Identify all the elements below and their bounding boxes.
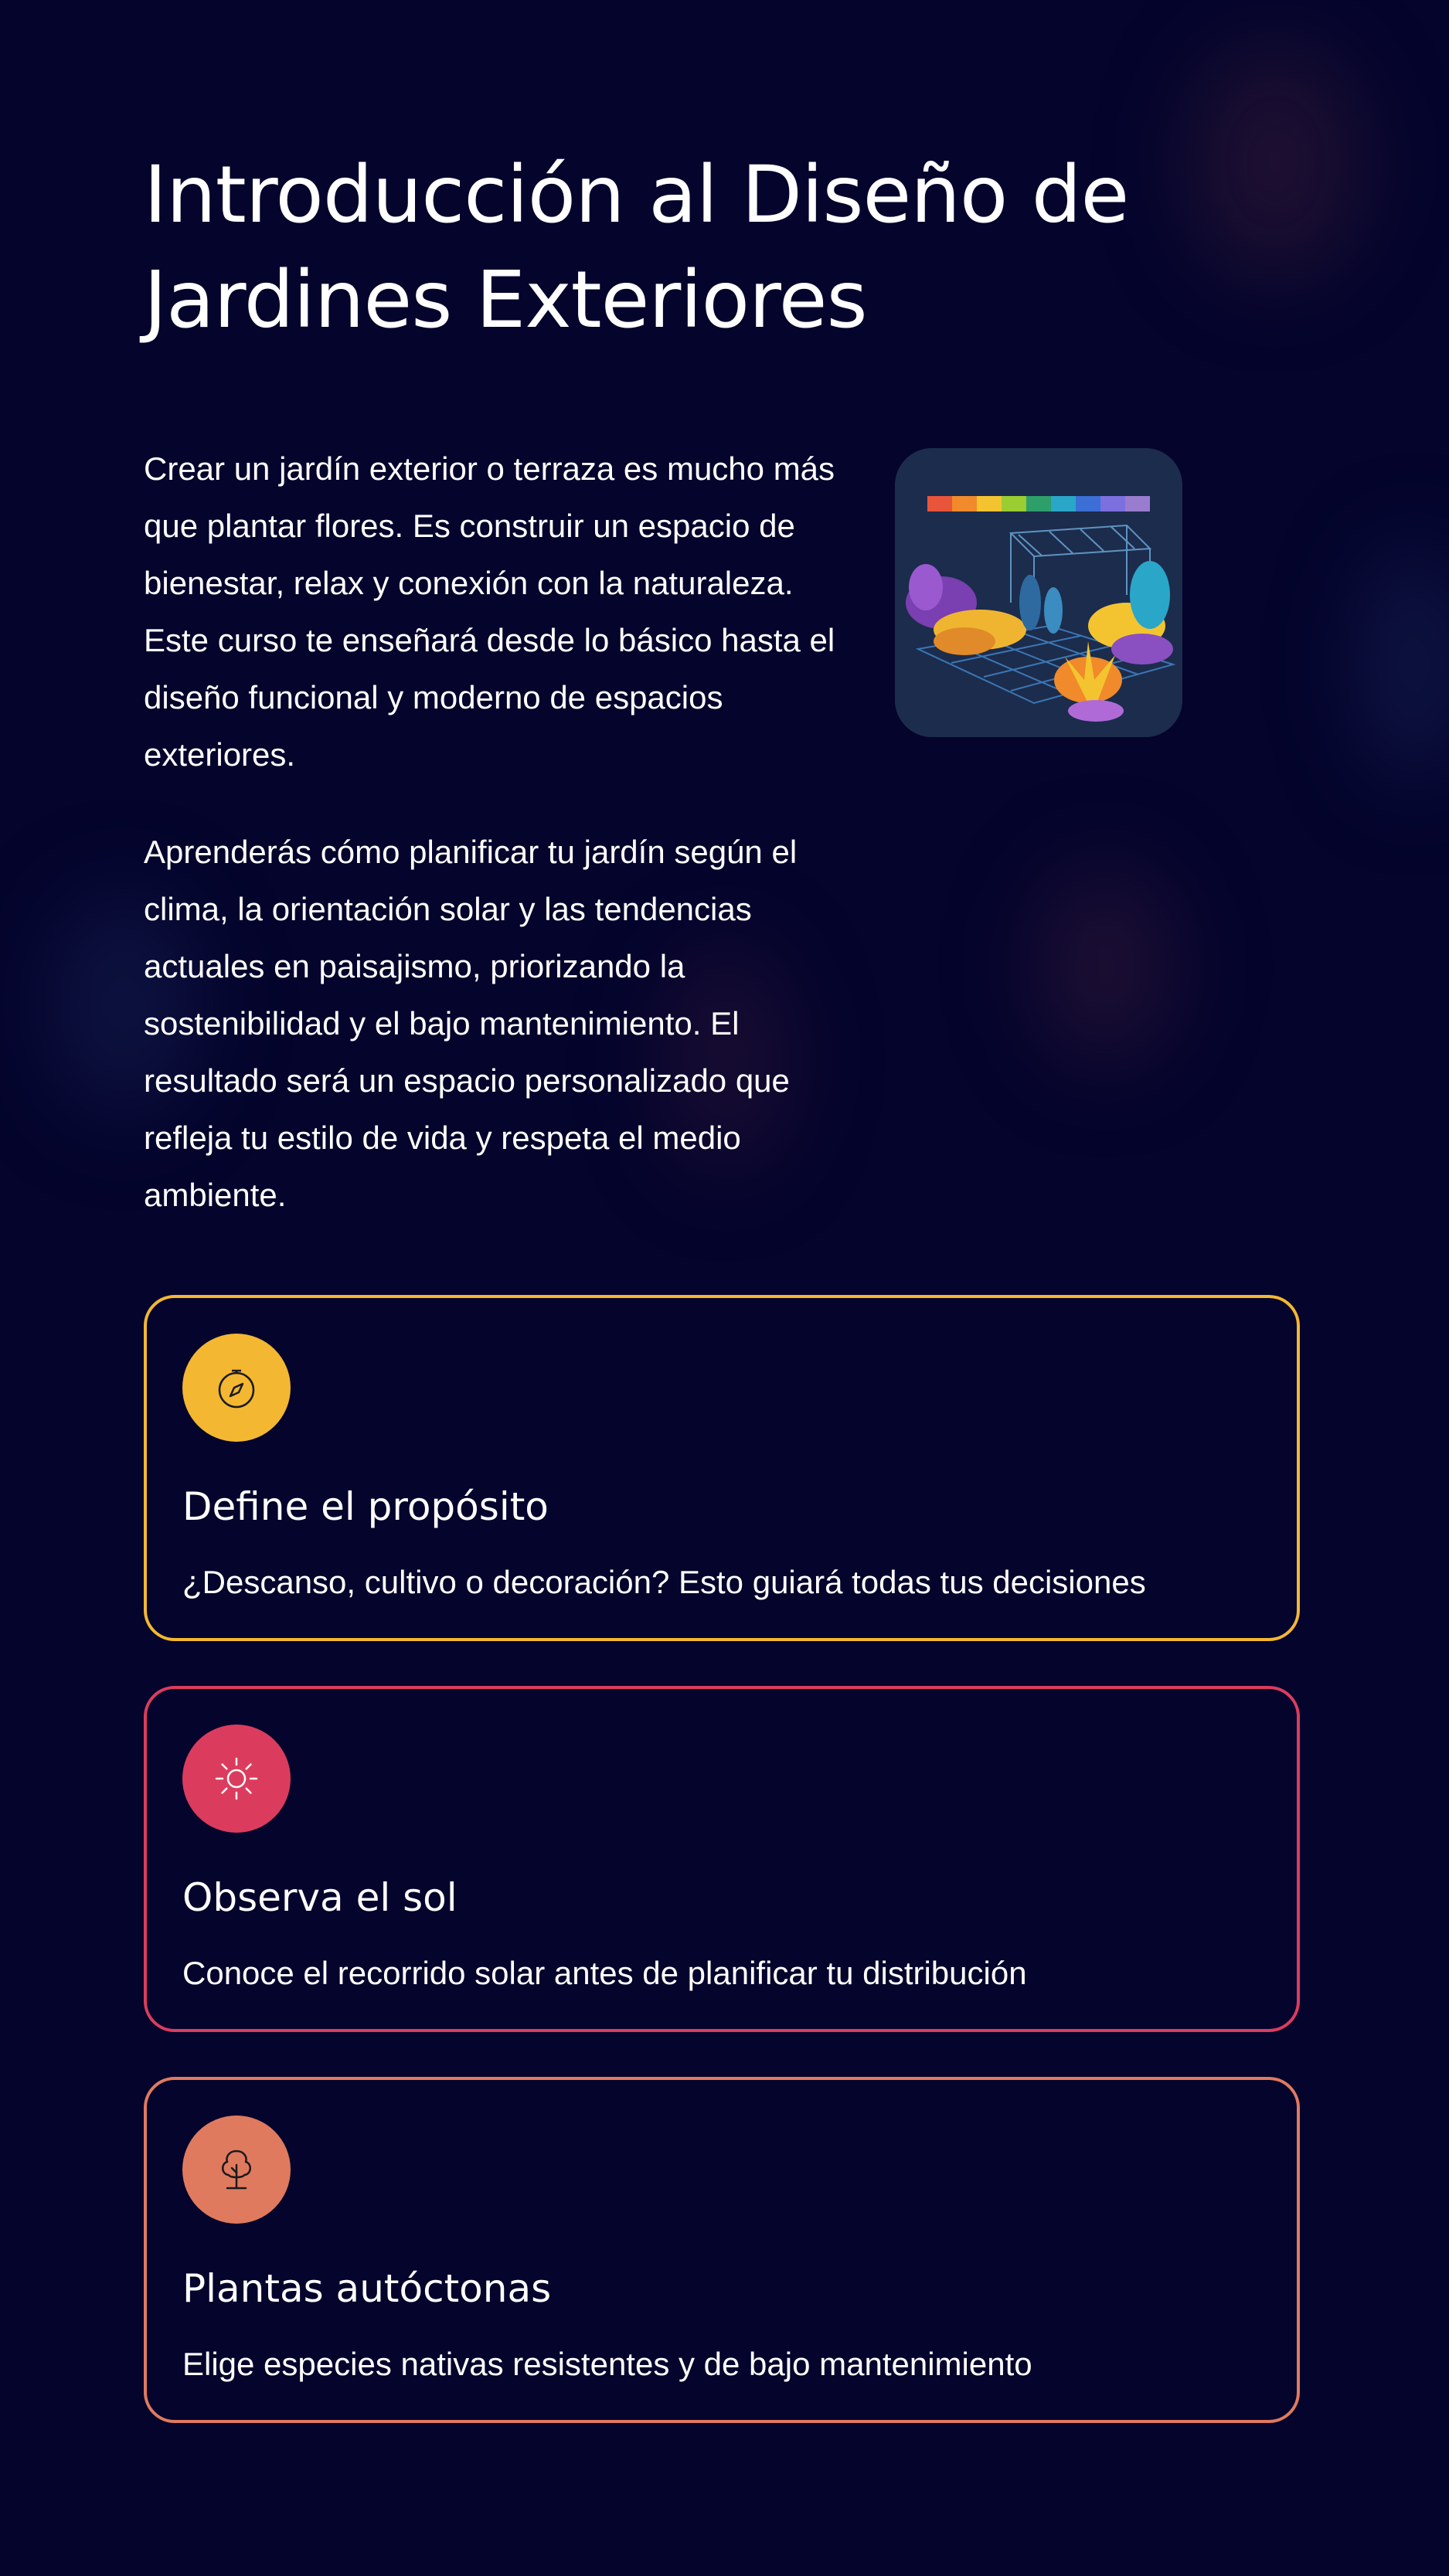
garden-illustration-graphic (895, 448, 1182, 737)
intro-paragraph: Crear un jardín exterior o terraza es mucho más que plantar flores. Es construir un espacio de bienestar, relax y conexión con la naturaleza. Este curso te enseñará desde lo básico hasta el diseño funcional y moderno de espacios exteriores. (144, 450, 835, 773)
sun-icon (212, 1754, 261, 1803)
background-glow (1036, 865, 1175, 1066)
feature-card (144, 2077, 1300, 2423)
feature-icon-badge (182, 2116, 291, 2224)
feature-title: Observa el sol (182, 1875, 457, 1920)
feature-card (144, 1686, 1300, 2032)
feature-title: Plantas autóctonas (182, 2266, 552, 2311)
feature-icon-badge (182, 1334, 291, 1442)
feature-card (144, 1295, 1300, 1641)
intro-text (144, 440, 839, 1264)
tree-icon (212, 2145, 261, 2194)
garden-illustration (895, 448, 1182, 737)
page-title: Introducción al Diseño de Jardines Exteriores (144, 149, 1129, 346)
compass-icon (212, 1363, 261, 1412)
background-glow (1360, 541, 1449, 788)
feature-description: ¿Descanso, cultivo o decoración? Esto guiará todas tus decisiones (182, 1564, 1146, 1600)
feature-icon-badge (182, 1725, 291, 1833)
feature-title: Define el propósito (182, 1484, 549, 1529)
intro-paragraph: Aprenderás cómo planificar tu jardín según el clima, la orientación solar y las tendencias actuales en paisajismo, priorizando la sostenibilidad y el bajo mantenimiento. El resultado será un espacio personalizado que refleja tu estilo de vida y respeta el medio ambiente. (144, 834, 798, 1213)
feature-description: Elige especies nativas resistentes y de bajo mantenimiento (182, 2346, 1032, 2382)
feature-description: Conoce el recorrido solar antes de planificar tu distribución (182, 1955, 1027, 1991)
